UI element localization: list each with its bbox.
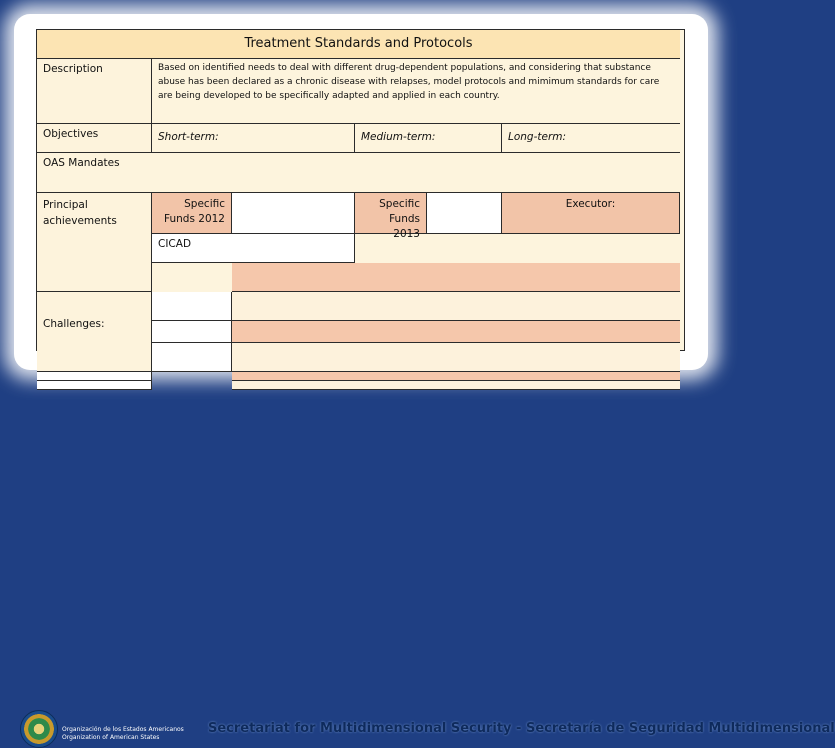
challenge-box [37, 372, 152, 381]
description-label: Description [37, 59, 152, 124]
short-term-objective: Short-term: [152, 124, 355, 153]
footer-title: Secretariat for Multidimensional Security - Secretaría de Seguridad Multidimensional [208, 721, 835, 736]
org-name-es: Organización de los Estados Americanos [62, 726, 184, 733]
medium-term-objective: Medium-term: [355, 124, 502, 153]
funds-2012-label: Specific Funds 2012 [152, 193, 232, 234]
challenge-row [232, 343, 680, 372]
funds-2013-value [427, 193, 502, 234]
challenge-row [232, 372, 680, 381]
challenges-label: Challenges: [37, 292, 152, 372]
achievement-box [232, 234, 355, 263]
achievements-label: Principal achievements [37, 193, 152, 292]
funds-2012-value [232, 193, 355, 234]
challenge-box [152, 343, 232, 372]
oas-seal-logo [20, 710, 58, 748]
achievement-row [232, 263, 680, 292]
org-name [62, 726, 184, 742]
objectives-label: Objectives [37, 124, 152, 153]
executor-label: Executor: [502, 193, 680, 234]
challenge-row [232, 381, 680, 390]
achievement-box [152, 321, 232, 343]
achievement-row [232, 292, 680, 321]
achievement-box [152, 292, 232, 321]
project-table [36, 29, 685, 351]
challenge-box [37, 381, 152, 390]
executor-value: CICAD [152, 234, 232, 263]
funds-2013-label: Specific Funds 2013 [355, 193, 427, 234]
achievement-row [232, 321, 680, 343]
oas-mandates-label: OAS Mandates [37, 153, 680, 193]
table-title: Treatment Standards and Protocols [37, 30, 680, 59]
org-name-en: Organization of American States [62, 734, 160, 741]
long-term-objective: Long-term: [502, 124, 680, 153]
description-text: Based on identified needs to deal with different drug-dependent populations, and considering that substance abuse has been declared as a chronic disease with relapses, model protocols and mimimum standards for care are being developed to be specifically adapted and applied in each country. [152, 59, 680, 124]
